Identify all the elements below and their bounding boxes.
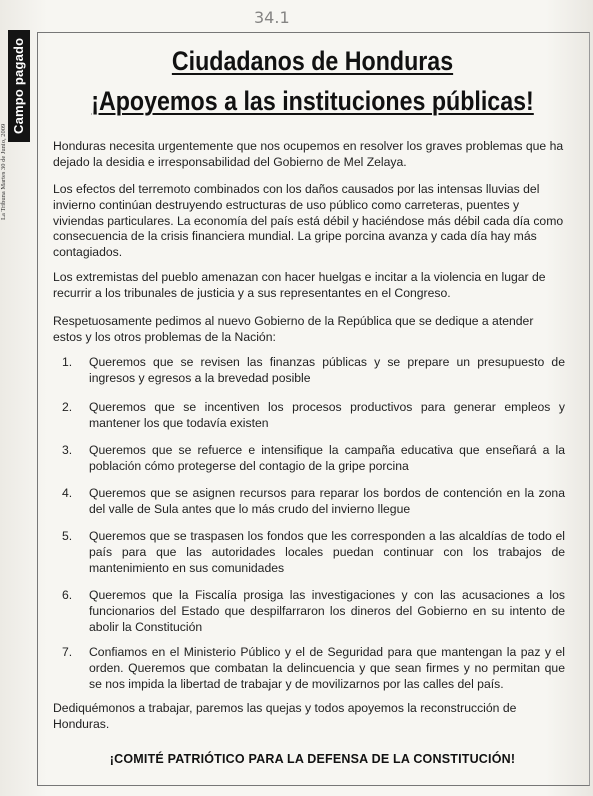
list-item-text: Confiamos en el Ministerio Público y el de Seguridad para que mantengan la paz y el orden. Queremos que combatan la delincuencia y que sean firmes y no permitan que se nos impida la libertad de trabajar y de movilizarnos por las calles del país. [89, 645, 565, 691]
signature-line: ¡COMITÉ PATRIÓTICO PARA LA DEFENSA DE LA CONSTITUCIÓN! [109, 752, 516, 766]
paragraph-effects: Los efectos del terremoto combinados con los daños causados por las intensas lluvias del invierno continúan destruyendo estructuras de uso público como carreteras, puentes y viviendas particulares. La economía del país está débil y haciéndose más débil cada día como consecuencia de la crisis financiera mundial. La gripe porcina avanza y cada día hay más contagiados. [53, 182, 564, 260]
paid-space-badge: Campo pagado [8, 30, 30, 142]
newspaper-caption: La Tribuna Martes 30 de Junio, 2009 [0, 123, 7, 220]
headline-line-1: Ciudadanos de Honduras [171, 46, 454, 76]
list-item-text: Queremos que se asignen recursos para reparar los bordos de contención en la zona del valle de Sula antes que lo más crudo del invierno llegue [89, 486, 565, 516]
list-item-number: 5. [62, 529, 73, 543]
list-item-number: 4. [62, 486, 73, 500]
paragraph-extremists: Los extremistas del pueblo amenazan con hacer huelgas e incitar a la violencia en lugar de recurrir a los tribunales de justicia y a sus representantes en el Congreso. [53, 270, 546, 300]
list-item-number: 3. [62, 443, 73, 457]
handwritten-page-mark: 34.1 [254, 8, 290, 27]
list-item-text: Queremos que se revisen las finanzas públicas y se prepare un presupuesto de ingresos y egresos a la brevedad posible [89, 355, 565, 385]
list-item-text: Queremos que se incentiven los procesos productivos para generar empleos y mantener los que todavía existen [89, 400, 565, 430]
list-item-number: 6. [62, 588, 73, 602]
list-item-text: Queremos que la Fiscalía prosiga las investigaciones y con las acusaciones a los funcionarios del Estado que despilfarraron los dineros del Gobierno en su intento de abolir la Constitución [89, 588, 565, 634]
list-item-number: 2. [62, 400, 73, 414]
list-item-number: 7. [62, 645, 73, 659]
list-item-text: Queremos que se refuerce e intensifique la campaña educativa que enseñará a la población cómo protegerse del contagio de la gripe porcina [89, 443, 565, 473]
list-item-text: Queremos que se traspasen los fondos que les corresponden a las alcaldías de todo el país para que las autoridades locales puedan continuar con los trabajos de mantenimiento en sus comunidades [89, 529, 565, 575]
list-item-number: 1. [62, 355, 73, 369]
paragraph-closing: Dediquémonos a trabajar, paremos las quejas y todos apoyemos la reconstrucción de Honduras. [53, 701, 517, 731]
paragraph-request: Respetuosamente pedimos al nuevo Gobierno de la República que se dedique a atender estos y los otros problemas de la Nación: [53, 314, 534, 344]
paragraph-intro: Honduras necesita urgentemente que nos ocupemos en resolver los graves problemas que ha dejado la desidia e irresponsabilidad del Gobierno de Mel Zelaya. [53, 139, 564, 169]
headline-line-2: ¡Apoyemos a las instituciones públicas! [91, 86, 534, 116]
